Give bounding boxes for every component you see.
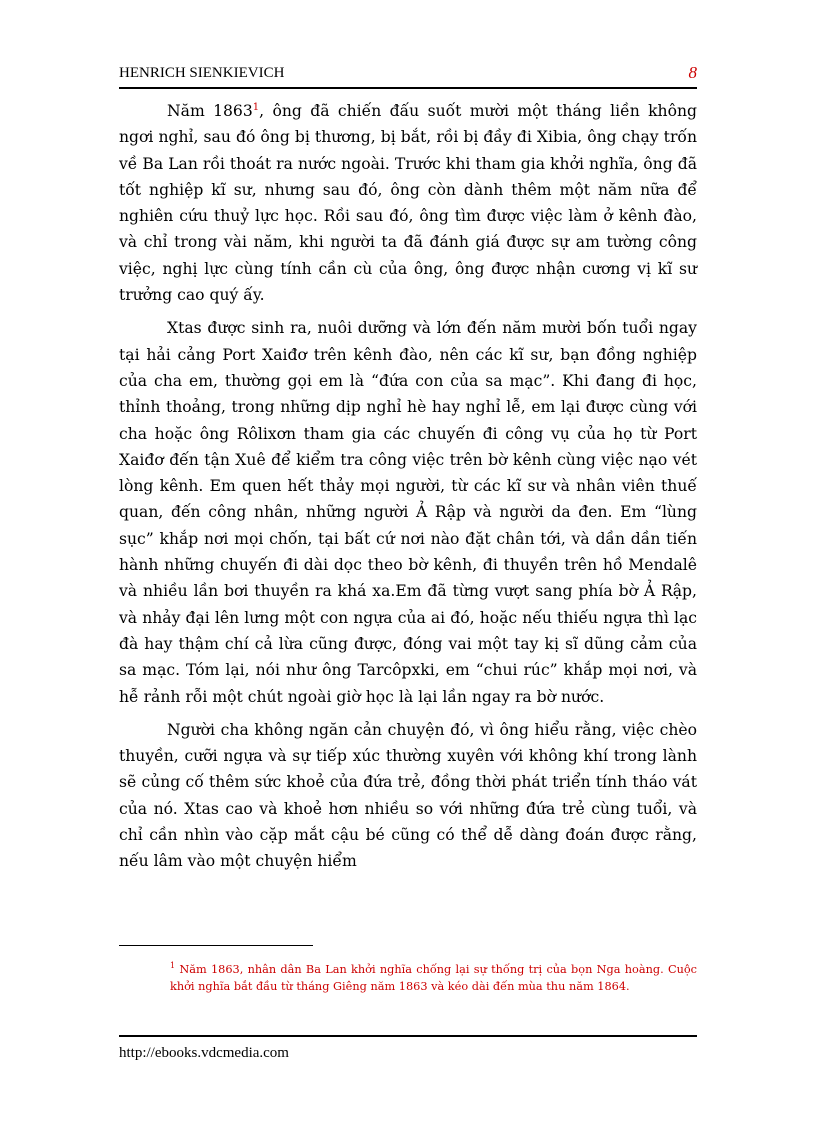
footer-url-link[interactable]: http://ebooks.vdcmedia.com (119, 1045, 289, 1061)
footnote-reference[interactable]: 1 (252, 101, 260, 113)
running-header (119, 63, 697, 89)
page-number: 8 (688, 63, 697, 82)
footnote-text: Năm 1863, nhân dân Ba Lan khởi nghĩa chống lại sự thống trị của bọn Nga hoàng. Cuộc khởi nghĩa bắt đầu từ tháng Giêng năm 1863 và kéo dài đến mùa thu năm 1864. (170, 963, 697, 993)
paragraph-1 (119, 98, 697, 308)
page-footer (119, 1035, 697, 1065)
paragraph-2: Xtas được sinh ra, nuôi dưỡng và lớn đến năm mười bốn tuổi ngay tại hải cảng Port Xaiđơ trên kênh đào, nên các kĩ sư, bạn đồng nghiệp của cha em, thường gọi em là “đứa con của sa mạc”. Khi đang đi học, thỉnh thoảng, trong những dịp nghỉ hè hay nghỉ lễ, em lại được cùng với cha hoặc ông Rôlixơn tham gia các chuyến đi công vụ của họ từ Port Xaiđơ đến tận Xuê để kiểm tra công việc trên bờ kênh cùng việc nạo vét lòng kênh. Em quen hết thảy mọi người, từ các kĩ sư và nhân viên thuế quan, đến công nhân, những người Ả Rập và người da đen. Em “lùng sục” khắp nơi mọi chốn, tại bất cứ nơi nào đặt chân tới, và dần dần tiến hành những chuyến đi dài dọc theo bờ kênh, đi thuyền trên hồ Mendalê và nhiều lần bơi thuyền ra khá xa.Em đã từng vượt sang phía bờ Ả Rập, và nhảy đại lên lưng một con ngựa của ai đó, hoặc nếu thiếu ngựa thì lạc đà hay thậm chí cả lừa cũng được, đóng vai một tay kị sĩ dũng cảm của sa mạc. Tóm lại, nói như ông Tarcôpxki, em “chui rúc” khắp mọi nơi, và hễ rảnh rỗi một chút ngoài giờ học là lại lần ngay ra bờ nước. (119, 319, 697, 706)
paragraph-1-rest: , ông đã chiến đấu suốt mười một tháng liền không ngơi nghỉ, sau đó ông bị thương, bị bắt, rồi bị đầy đi Xibia, ông chạy trốn về Ba Lan rồi thoát ra nước ngoài. Trước khi tham gia khởi nghĩa, ông đã tốt nghiệp kĩ sư, nhưng sau đó, ông còn dành thêm một năm nữa để nghiên cứu thuỷ lực học. Rồi sau đó, ông tìm được việc làm ở kênh đào, và chỉ trong vài năm, khi người ta đã đánh giá được sự am tường công việc, nghị lực cùng tính cần cù của ông, ông được nhận cương vị kĩ sư trưởng cao quý ấy. (119, 102, 697, 305)
footnote-number: 1 (170, 961, 176, 971)
paragraph-1-start: Năm 1863 (167, 102, 253, 120)
footnote (170, 962, 697, 995)
paragraph-3: Người cha không ngăn cản chuyện đó, vì ông hiểu rằng, việc chèo thuyền, cưỡi ngựa và sự tiếp xúc thường xuyên với không khí trong lành sẽ củng cố thêm sức khoẻ của đứa trẻ, đồng thời phát triển tính tháo vát của nó. Xtas cao và khoẻ hơn nhiều so với những đứa trẻ cùng tuổi, và chỉ cần nhìn vào cặp mắt cậu bé cũng có thể dễ dàng đoán được rằng, nếu lâm vào một chuyện hiểm (119, 720, 697, 871)
body-text (119, 98, 697, 882)
header-author: HENRICH SIENKIEVICH (119, 65, 285, 81)
footnote-separator (119, 945, 313, 946)
